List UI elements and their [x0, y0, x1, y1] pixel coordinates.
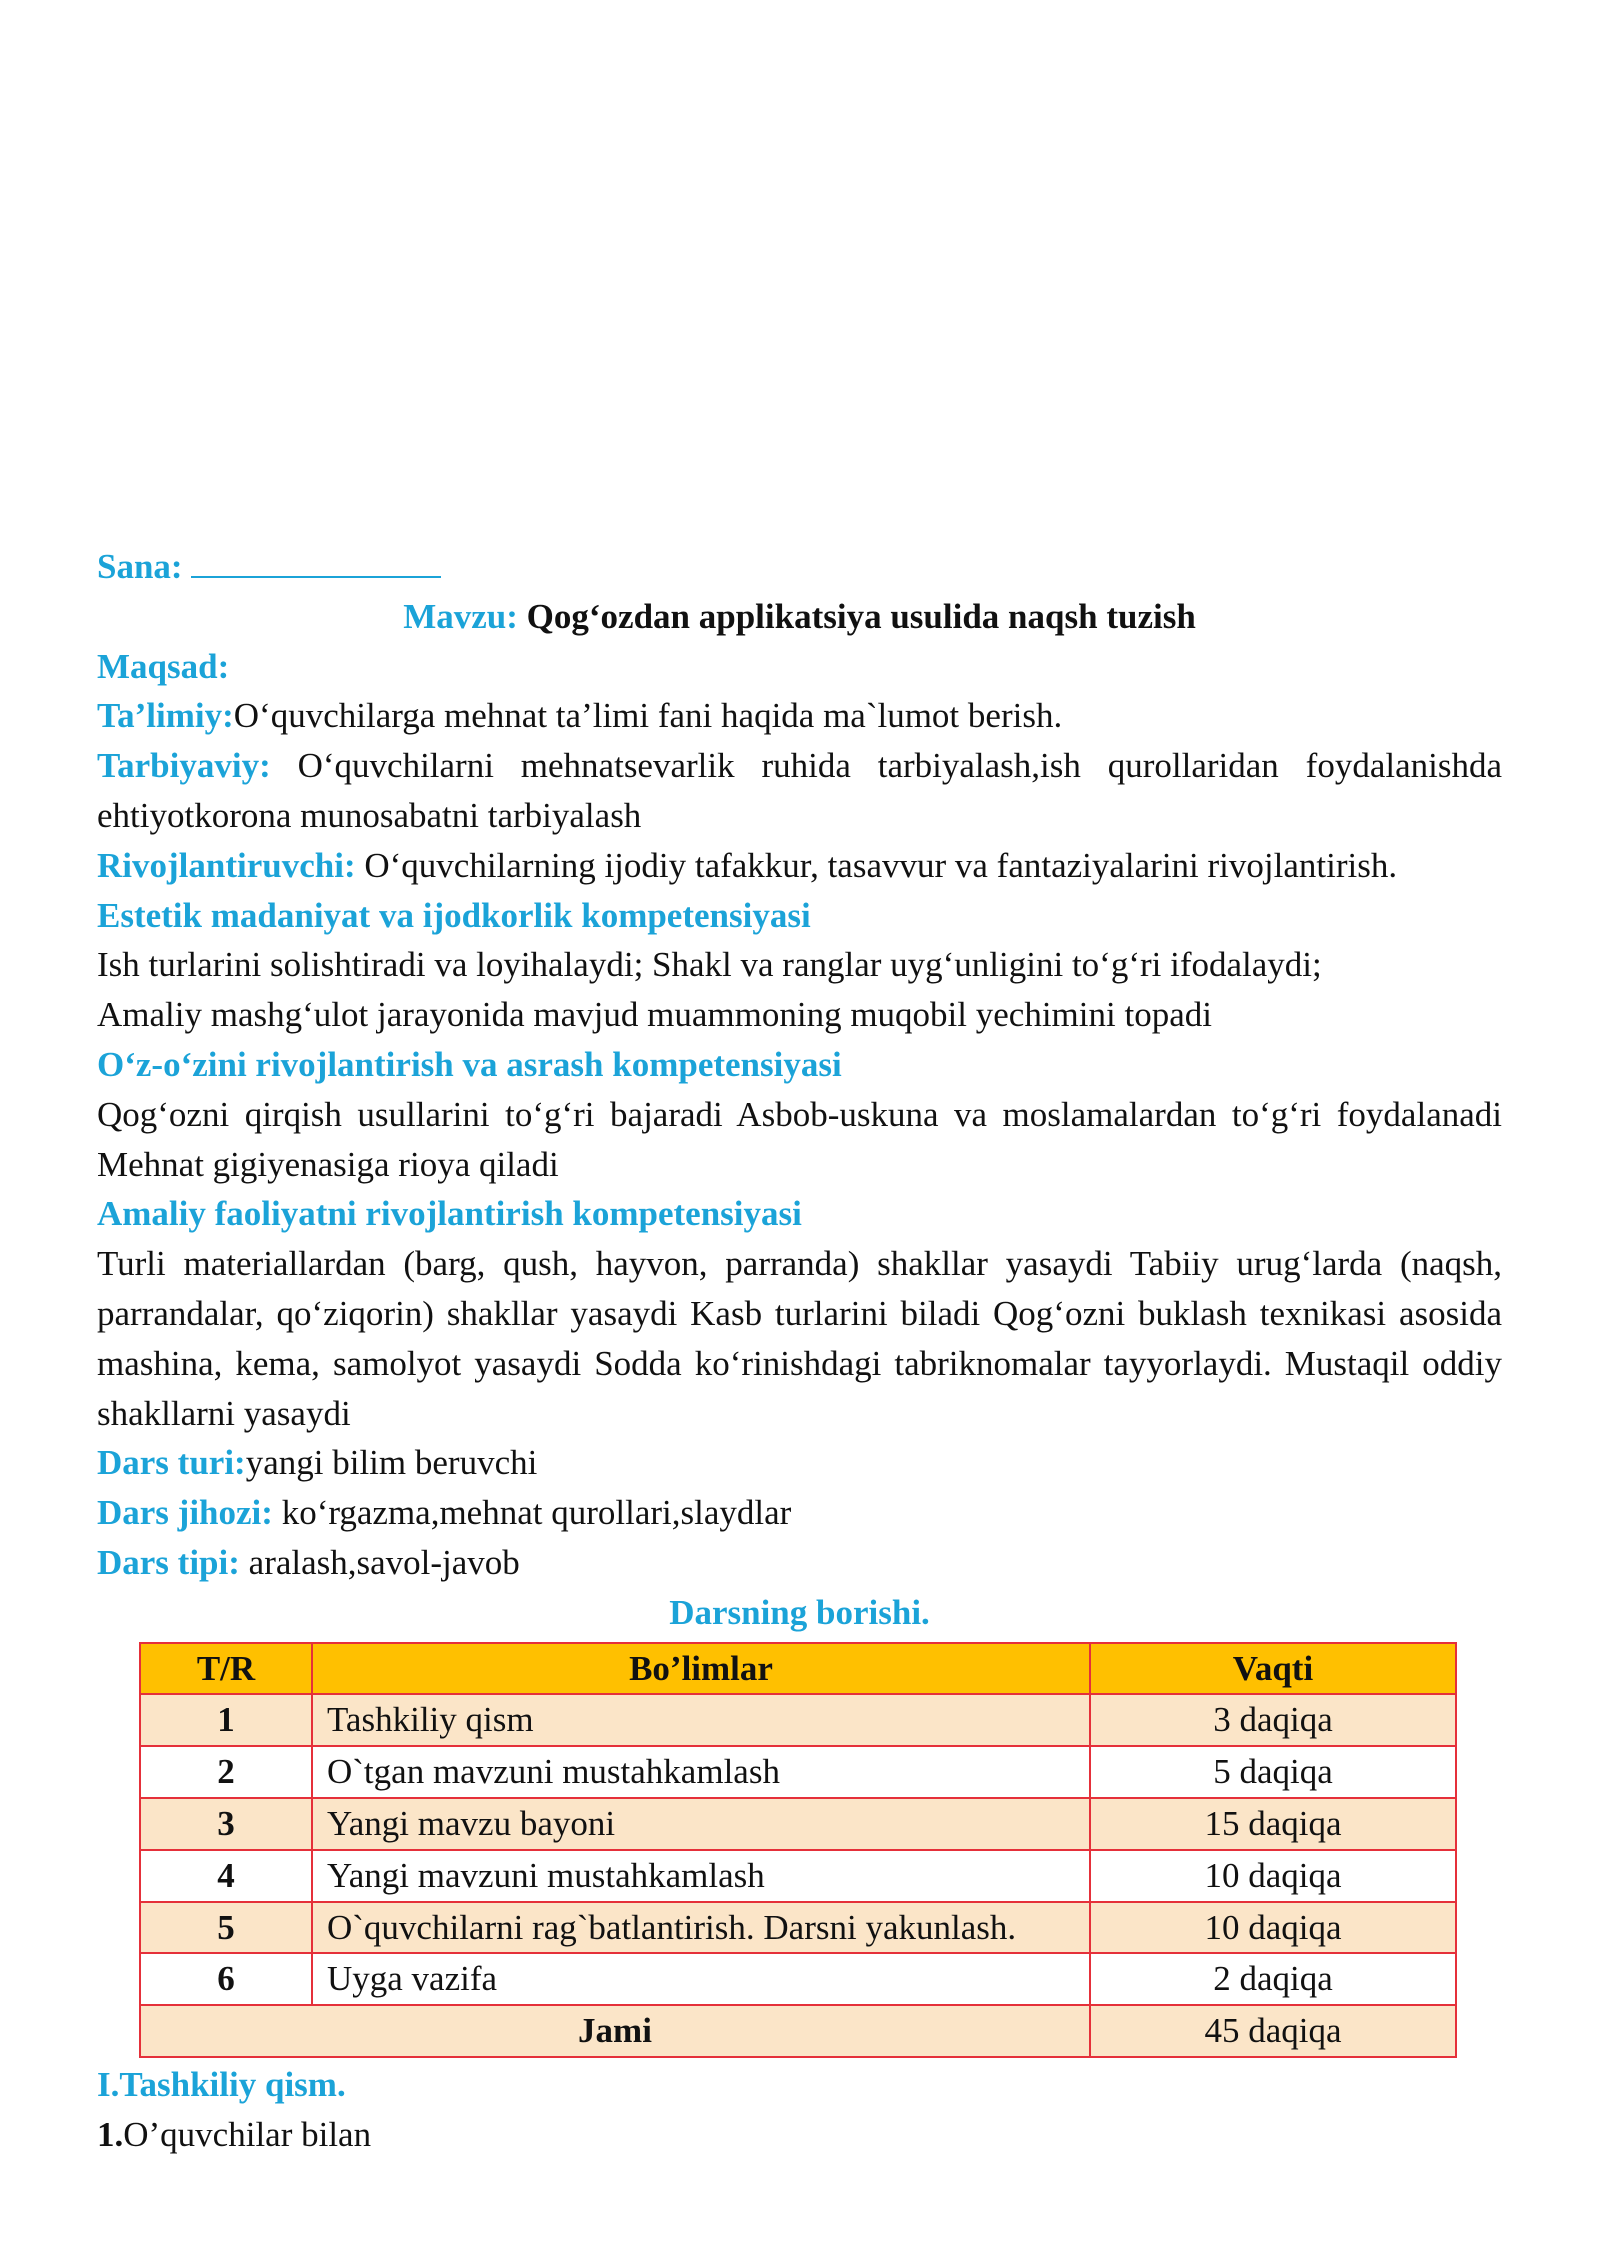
- row-time: 2 daqiqa: [1090, 1953, 1456, 2005]
- educational-goal: [97, 691, 1502, 741]
- table-header-row: [140, 1643, 1456, 1695]
- header-time: Vaqti: [1090, 1643, 1456, 1695]
- competency-3-text: Turli materiallardan (barg, qush, hayvon, parranda) shakllar yasaydi Tabiiy urug‘larda (naqsh, parrandalar, qo‘ziqorin) shakllar yasaydi Kasb turlarini biladi Qog‘ozni buklash texnikasi asosida mashina, kema, samolyot yasaydi Sodda ko‘rinishdagi tabriknomalar tayyorlaydi. Mustaqil oddiy shakllarni yasaydi: [97, 1244, 1502, 1433]
- table-total-row: [140, 2005, 1456, 2057]
- row-section: Yangi mavzuni mustahkamlash: [312, 1850, 1090, 1902]
- row-time: 3 daqiqa: [1090, 1694, 1456, 1746]
- competency-2-title: O‘z-o‘zini rivojlantirish va asrash kompetensiyasi: [97, 1044, 842, 1084]
- table-row: [140, 1902, 1456, 1954]
- educational-goal-text: O‘quvchilarga mehnat ta’limi fani haqida ma`lumot berish.: [233, 696, 1063, 736]
- organizational-item-number: 1.: [97, 2114, 124, 2154]
- row-number: 1: [140, 1694, 312, 1746]
- competency-1-line-2: Amaliy mashg‘ulot jarayonida mavjud muammoning muqobil yechimini topadi: [97, 995, 1212, 1035]
- upbringing-goal-text: O‘quvchilarni mehnatsevarlik ruhida tarbiyalash,ish qurollaridan foydalanishda ehtiyotkorona munosabatni tarbiyalash: [97, 746, 1502, 835]
- lesson-plan-table: [139, 1642, 1457, 2058]
- developmental-goal-label: Rivojlantiruvchi:: [97, 845, 356, 885]
- row-section: Uyga vazifa: [312, 1953, 1090, 2005]
- date-line: [97, 542, 1502, 592]
- total-time: 45 daqiqa: [1090, 2005, 1456, 2057]
- lesson-equipment-text: ko‘rgazma,mehnat qurollari,slaydlar: [281, 1493, 792, 1533]
- lesson-flow-title: Darsning borishi.: [669, 1592, 930, 1632]
- developmental-goal-text: O‘quvchilarning ijodiy tafakkur, tasavvur va fantaziyalarini rivojlantirish.: [364, 845, 1398, 885]
- competency-1-line-1: Ish turlarini solishtiradi va loyihalaydi; Shakl va ranglar uyg‘unligini to‘g‘ri ifodalaydi;: [97, 945, 1322, 985]
- lesson-type-text: yangi bilim beruvchi: [245, 1443, 538, 1483]
- lesson-type-label: Dars turi:: [97, 1443, 246, 1483]
- row-time: 15 daqiqa: [1090, 1798, 1456, 1850]
- row-time: 10 daqiqa: [1090, 1850, 1456, 1902]
- row-number: 3: [140, 1798, 312, 1850]
- row-section: Yangi mavzu bayoni: [312, 1798, 1090, 1850]
- header-number: T/R: [140, 1643, 312, 1695]
- table-row: [140, 1850, 1456, 1902]
- competency-1-title: Estetik madaniyat va ijodkorlik kompetensiyasi: [97, 895, 811, 935]
- row-number: 5: [140, 1902, 312, 1954]
- lesson-kind: [97, 1538, 1502, 1588]
- organizational-item-1: [97, 2110, 1502, 2160]
- competency-2-text: Qog‘ozni qirqish usullarini to‘g‘ri bajaradi Asbob-uskuna va moslamalardan to‘g‘ri foydalanadi Mehnat gigiyenasiga rioya qiladi: [97, 1094, 1502, 1184]
- lesson-equipment-label: Dars jihozi:: [97, 1493, 273, 1533]
- row-time: 10 daqiqa: [1090, 1902, 1456, 1954]
- row-section: O`quvchilarni rag`batlantirish. Darsni yakunlash.: [312, 1902, 1090, 1954]
- date-label: Sana:: [97, 547, 183, 586]
- header-sections: Bo’limlar: [312, 1643, 1090, 1695]
- row-number: 2: [140, 1746, 312, 1798]
- organizational-item-text: O’quvchilar bilan: [123, 2114, 372, 2154]
- upbringing-goal-label: Tarbiyaviy:: [97, 746, 271, 786]
- topic-label: Mavzu:: [403, 596, 518, 636]
- lesson-kind-text: aralash,savol-javob: [248, 1542, 520, 1582]
- topic-line: [97, 592, 1502, 642]
- educational-goal-label: Ta’limiy:: [97, 696, 234, 736]
- lesson-equipment: [97, 1488, 1502, 1538]
- row-section: Tashkiliy qism: [312, 1694, 1090, 1746]
- table-row: [140, 1953, 1456, 2005]
- table-row: [140, 1694, 1456, 1746]
- row-number: 4: [140, 1850, 312, 1902]
- developmental-goal: [97, 841, 1502, 891]
- row-time: 5 daqiqa: [1090, 1746, 1456, 1798]
- organizational-part-title: I.Tashkiliy qism.: [97, 2064, 346, 2104]
- table-row: [140, 1798, 1456, 1850]
- row-number: 6: [140, 1953, 312, 2005]
- total-label: Jami: [140, 2005, 1090, 2057]
- table-row: [140, 1746, 1456, 1798]
- lesson-kind-label: Dars tipi:: [97, 1542, 240, 1582]
- competency-3-title: Amaliy faoliyatni rivojlantirish kompetensiyasi: [97, 1194, 802, 1234]
- lesson-type: [97, 1438, 1502, 1488]
- upbringing-goal: [97, 741, 1502, 841]
- topic-text: Qog‘ozdan applikatsiya usulida naqsh tuzish: [526, 596, 1196, 636]
- row-section: O`tgan mavzuni mustahkamlash: [312, 1746, 1090, 1798]
- date-blank-field: [191, 546, 441, 578]
- goal-label: Maqsad:: [97, 646, 230, 686]
- lesson-plan: [97, 542, 1502, 2160]
